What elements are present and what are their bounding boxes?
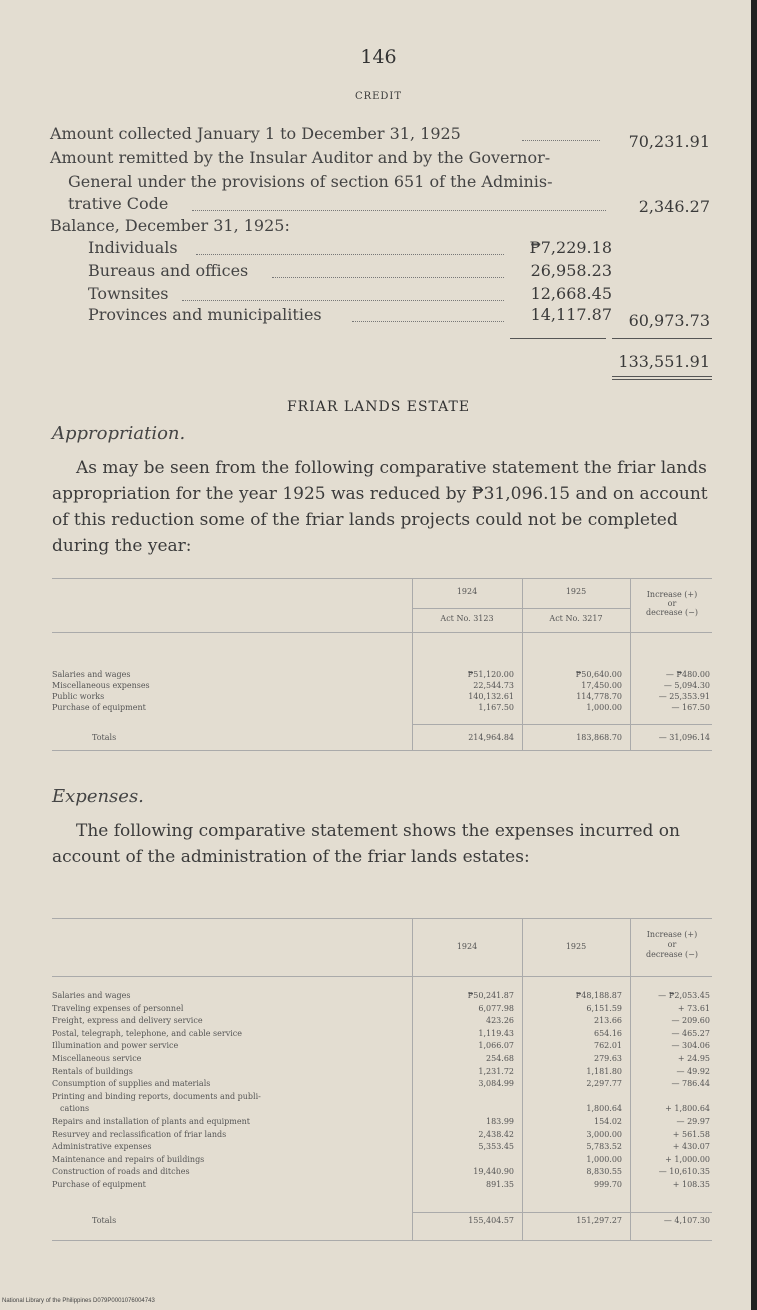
balance-item-label: Individuals [88, 238, 178, 257]
row-label: Printing and binding reports, documents and publi- [52, 1091, 261, 1101]
row-value: ₱50,241.87 [467, 991, 514, 1000]
collected-total: 70,231.91 [628, 132, 710, 151]
row-label: Administrative expenses [52, 1142, 152, 1152]
row-value: — 465.27 [671, 1028, 710, 1038]
row-value: 999.70 [594, 1180, 622, 1189]
row-value: ₱48,188.87 [575, 991, 622, 1000]
row-value: + 1,800.64 [665, 1104, 710, 1114]
row-value: 423.26 [486, 1016, 514, 1026]
row-value: 1,181.80 [586, 1066, 622, 1076]
col-header-or: or [667, 940, 677, 949]
row-value: 6,077.98 [478, 1003, 514, 1013]
row-value: 1,000.00 [586, 1154, 622, 1164]
row-value: 891.35 [486, 1180, 514, 1189]
leader-dots [196, 254, 504, 255]
row-value: — 49.92 [676, 1066, 710, 1076]
col-header-increase: Increase (+) [646, 930, 698, 939]
leader-dots [192, 210, 606, 211]
col-header-decrease: decrease (−) [646, 608, 698, 617]
sum-rule [612, 338, 712, 339]
grand-total: 133,551.91 [618, 352, 710, 371]
row-value: 3,084.99 [478, 1079, 514, 1089]
row-value: 1,119.43 [478, 1028, 514, 1038]
expenses-paragraph: The following comparative statement shows the expenses incurred on account of the administration of the friar lands estates: [52, 821, 680, 867]
row-value: 3,000.00 [586, 1129, 622, 1139]
double-rule [612, 376, 712, 377]
row-label: Resurvey and reclassification of friar lands [52, 1129, 227, 1139]
row-value: 2,297.77 [586, 1079, 622, 1089]
document-page: 146 CREDIT Amount collected January 1 to December 31, 1925 70,231.91 Amount remitted by the Insular Auditor and by the Governor- General under the provisions of section 651 of the Adminis- trative Code 2,346.27 Balance, December 31, 1925: Individuals ₱7,229.18 Bureaus and offices 26,958.23 Townsites 12,668.45 Provinces and municipalities 14,117.87 60,973.73 133,551.91 FRIAR LANDS ESTATE Appropriation. As may be seen from the following comparative statement the friar lands appropriation for the year 1925 was reduced by ₱31,096.15 and on account of this reduction some of the friar lands projects could not be completed during the year: 1924 Act No. 3123 1925 Act No. 3217 Increase (+) or decrease (−) Salaries and wages ₱51,120.00 ₱50,640.00 — ₱480.00 Miscellaneous expenses 22,544.73 17,450.00 — 5,094.30 Public works 140,132.61 114,778.70 — 25,353.91 Purchase of equipment 1,167.50 1,000.00 — 167.50 Totals 214,964.84 183,868.70 — 31,096.14 Expenses. The following comparative statement shows the expenses incurred on account of the administration of the friar lands estates: 1924 1925 Increase (+) or decrease (−) Salaries and wages ₱50,241.87 ₱48,188.87 — ₱2,053.45 Traveling expenses of personnel 6,077.98 6,151.59 + 73.61 Freight, express and delivery service 423.26 213.66 — 209.60 Postal, telegraph, telephone, and cable service 1,119.43 654.16 — 465.27 Illumination and power service 1,066.07 762.01 — 304.06 Miscellaneous service 254.68 279.63 + 24.95 Rentals of buildings 1,231.72 1,181.80 — 49.92 Consumption of supplies and materials 3,084.99 2,297.77 — 786.44 Printing and binding reports, documents and publi- cations 1,800.64 + 1,800.64 Repairs and installation of plants and equipment 183.99 154.02 — 29.97 Resurvey and reclassification of friar lands 2,438.42 3,000.00 + 561.58 Administrative expenses 5,353.45 5,783.52 + 430.07 Maintenance and repairs of buildings 1,000.00 + 1,000.00 Construction of roads and ditches 19,440.90 8,830.55 — 10,610.35 Purchase of equipment 891.35 999.70 + 108.35 Totals 155,404.57 151,297.27 — 4,107.30 National Library of the Philippines D079P0001076004743 [0, 0, 757, 1310]
row-value: 19,440.90 [473, 1167, 514, 1177]
credit-heading: CREDIT [354, 91, 403, 102]
row-label: Illumination and power service [52, 1041, 179, 1051]
row-value: 1,066.07 [478, 1041, 514, 1051]
row-value: 213.66 [594, 1016, 622, 1026]
leader-dots [272, 277, 504, 278]
row-value: — 209.60 [671, 1016, 710, 1026]
col-header-1924: 1924 [456, 942, 478, 951]
row-label: Traveling expenses of personnel [52, 1003, 184, 1013]
col-header-decrease: decrease (−) [646, 950, 698, 959]
balance-total: 60,973.73 [628, 311, 710, 330]
scan-edge [751, 0, 757, 1310]
row-value: + 108.35 [672, 1180, 710, 1189]
row-label: Freight, express and delivery service [52, 1016, 203, 1026]
remitted-total: 2,346.27 [638, 197, 710, 216]
collected-label: Amount collected January 1 to December 31, 1925 [50, 124, 461, 143]
row-label: Postal, telegraph, telephone, and cable service [52, 1028, 242, 1038]
row-label: Repairs and installation of plants and equipment [52, 1117, 250, 1126]
row-value: 8,830.55 [586, 1167, 622, 1177]
row-value: 254.68 [486, 1054, 514, 1063]
row-value: 1,231.72 [478, 1066, 514, 1076]
row-value: 2,438.42 [478, 1129, 514, 1139]
balance-item-value: 14,117.87 [530, 305, 612, 324]
col-header-or: or [667, 599, 677, 608]
balance-item-label: Bureaus and offices [88, 261, 249, 280]
section-heading: FRIAR LANDS ESTATE [286, 399, 471, 415]
row-value: — 29.97 [676, 1117, 710, 1126]
balance-item-value: 26,958.23 [530, 261, 612, 280]
appropriation-heading: Appropriation. [52, 423, 186, 444]
row-value: — 10,610.35 [658, 1167, 710, 1177]
row-value: — 304.06 [671, 1041, 710, 1051]
leader-dots [182, 300, 504, 301]
col-header-1925: 1925 [565, 587, 587, 596]
row-label: Salaries and wages [52, 991, 131, 1000]
row-value: 762.01 [594, 1041, 622, 1051]
balance-item-label: Provinces and municipalities [88, 305, 322, 324]
row-value: + 73.61 [677, 1003, 710, 1013]
row-value: 5,353.45 [478, 1142, 514, 1152]
row-label: Maintenance and repairs of buildings [52, 1154, 205, 1164]
col-header-1925: 1925 [565, 942, 587, 951]
row-value: 5,783.52 [586, 1142, 622, 1152]
row-label: Consumption of supplies and materials [52, 1079, 211, 1089]
row-value: + 430.07 [672, 1142, 710, 1152]
row-value: 1,800.64 [586, 1104, 622, 1114]
row-value: 6,151.59 [586, 1003, 622, 1013]
row-label: Construction of roads and ditches [52, 1167, 190, 1177]
row-value: + 1,000.00 [665, 1154, 710, 1164]
remitted-line-1: Amount remitted by the Insular Auditor and by the Governor- [50, 148, 551, 167]
sum-rule [510, 338, 606, 339]
row-value: 279.63 [594, 1054, 622, 1063]
row-value: 154.02 [594, 1117, 622, 1126]
row-label: Rentals of buildings [52, 1066, 133, 1076]
col-header-act: Act No. 3123 [440, 614, 494, 623]
row-label: cations [60, 1104, 90, 1114]
row-label: Miscellaneous service [52, 1054, 142, 1063]
col-header-1924: 1924 [456, 587, 478, 596]
row-value: 654.16 [594, 1028, 622, 1038]
row-value: + 561.58 [672, 1129, 710, 1139]
double-rule [612, 379, 712, 380]
balance-label: Balance, December 31, 1925: [50, 216, 290, 235]
col-header-act: Act No. 3217 [549, 614, 603, 623]
remitted-line-2: General under the provisions of section 651 of the Adminis- [68, 172, 553, 191]
remitted-line-3: trative Code [68, 194, 169, 213]
footer-credit: National Library of the Philippines D079P0001076004743 [2, 1298, 155, 1304]
balance-item-label: Townsites [88, 284, 169, 303]
col-header-increase: Increase (+) [646, 590, 698, 599]
expenses-heading: Expenses. [52, 786, 144, 807]
row-value: — 786.44 [671, 1079, 710, 1089]
row-value: 183.99 [486, 1117, 514, 1126]
leader-dots [522, 140, 600, 141]
appropriation-paragraph: As may be seen from the following comparative statement the friar lands appropriation for the year 1925 was reduced by ₱31,096.15 and on account of this reduction some of the friar lands projects could not be completed during the year: [52, 458, 708, 556]
leader-dots [352, 321, 504, 322]
row-label: Purchase of equipment [52, 1180, 146, 1189]
row-value: + 24.95 [677, 1054, 710, 1063]
page-number: 146 [360, 46, 397, 68]
row-value: — ₱2,053.45 [658, 991, 710, 1000]
balance-item-value: 12,668.45 [530, 284, 612, 303]
balance-item-value: ₱7,229.18 [529, 238, 612, 257]
